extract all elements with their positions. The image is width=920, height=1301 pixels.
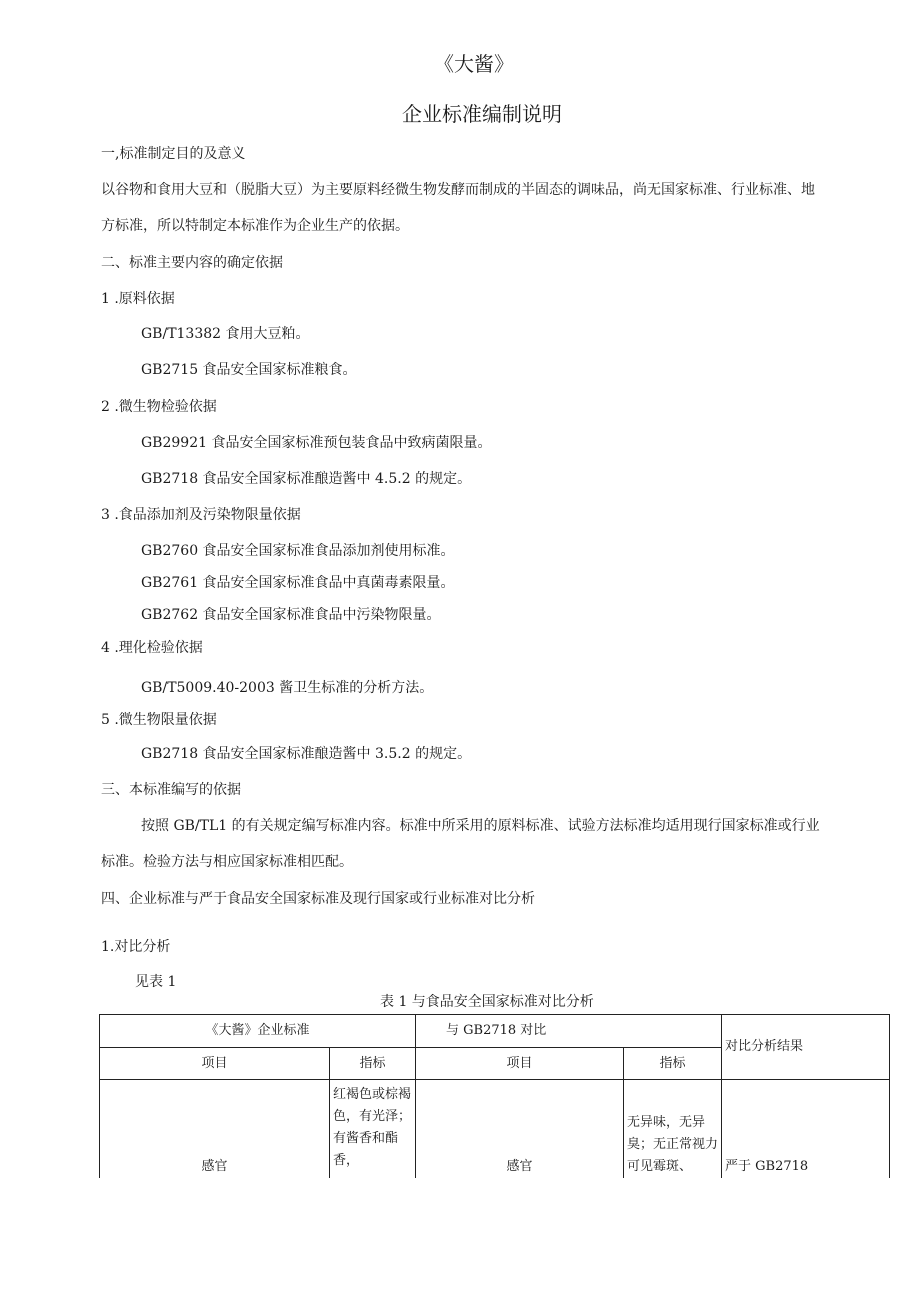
table-row [100, 1080, 890, 1178]
header-result: 对比分析结果 [722, 1015, 890, 1080]
reference-line: GB2718 食品安全国家标准酿造酱中 3.5.2 的规定。 [141, 746, 472, 762]
section4-heading: 四、企业标准与严于食品安全国家标准及现行国家或行业标准对比分析 [101, 891, 535, 907]
header-item-compare: 项目 [416, 1048, 624, 1080]
basis-physchem-heading: 4 .理化检验依据 [101, 640, 203, 656]
section1-paragraph-line2: 方标准，所以特制定本标准作为企业生产的依据。 [101, 218, 409, 234]
reference-line: GB2762 食品安全国家标准食品中污染物限量。 [141, 607, 441, 623]
section1-heading: 一,标准制定目的及意义 [101, 146, 246, 162]
cell-index: 红褐色或棕褐色，有光泽；有酱香和酯香， [330, 1080, 416, 1178]
reference-line: GB2718 食品安全国家标准酿造酱中 4.5.2 的规定。 [141, 471, 472, 487]
reference-line: GB29921 食品安全国家标准预包装食品中致病菌限量。 [141, 435, 492, 451]
doc-subtitle: 企业标准编制说明 [402, 102, 562, 126]
reference-line: GB/T5009.40-2003 酱卫生标准的分析方法。 [141, 680, 434, 696]
reference-line: GB2715 食品安全国家标准粮食。 [141, 362, 357, 378]
section3-paragraph-line2: 标准。检验方法与相应国家标准相匹配。 [101, 854, 353, 870]
header-index-compare: 指标 [624, 1048, 722, 1080]
basis-additive-heading: 3 .食品添加剂及污染物限量依据 [101, 507, 301, 523]
cell-index-compare: 无异味，无异臭；无正常视力可见霉斑、 [624, 1080, 722, 1178]
section2-heading: 二、标准主要内容的确定依据 [101, 255, 283, 271]
section4-subheading: 1.对比分析 [101, 939, 171, 955]
basis-microbe-limit-heading: 5 .微生物限量依据 [101, 712, 217, 728]
cell-item-compare: 感官 [416, 1080, 624, 1178]
reference-line: GB/T13382 食用大豆粕。 [141, 326, 310, 342]
section3-paragraph-line1: 按照 GB/TL1 的有关规定编写标准内容。标准中所采用的原料标准、试验方法标准均适用现行国家标准或行业 [141, 818, 820, 834]
basis-microbe-test-heading: 2 .微生物检验依据 [101, 399, 217, 415]
section1-paragraph-line1: 以谷物和食用大豆和（脱脂大豆）为主要原料经微生物发酵而制成的半固态的调味品，尚无国家标准、行业标准、地 [101, 182, 815, 198]
header-compare-gb2718: 与 GB2718 对比 [416, 1015, 722, 1048]
reference-line: GB2760 食品安全国家标准食品添加剂使用标准。 [141, 543, 455, 559]
doc-title: 《大酱》 [434, 52, 514, 76]
basis-raw-material-heading: 1 .原料依据 [101, 291, 175, 307]
see-table-note: 见表 1 [135, 974, 177, 990]
cell-result: 严于 GB2718 [722, 1080, 890, 1178]
reference-line: GB2761 食品安全国家标准食品中真菌毒素限量。 [141, 575, 455, 591]
header-item: 项目 [100, 1048, 330, 1080]
cell-item: 感官 [100, 1080, 330, 1178]
comparison-table [99, 1014, 890, 1178]
header-enterprise-standard: 《大酱》企业标准 [100, 1015, 416, 1048]
header-index: 指标 [330, 1048, 416, 1080]
section3-heading: 三、本标准编写的依据 [101, 782, 241, 798]
table-caption: 表 1 与食品安全国家标准对比分析 [380, 994, 594, 1010]
